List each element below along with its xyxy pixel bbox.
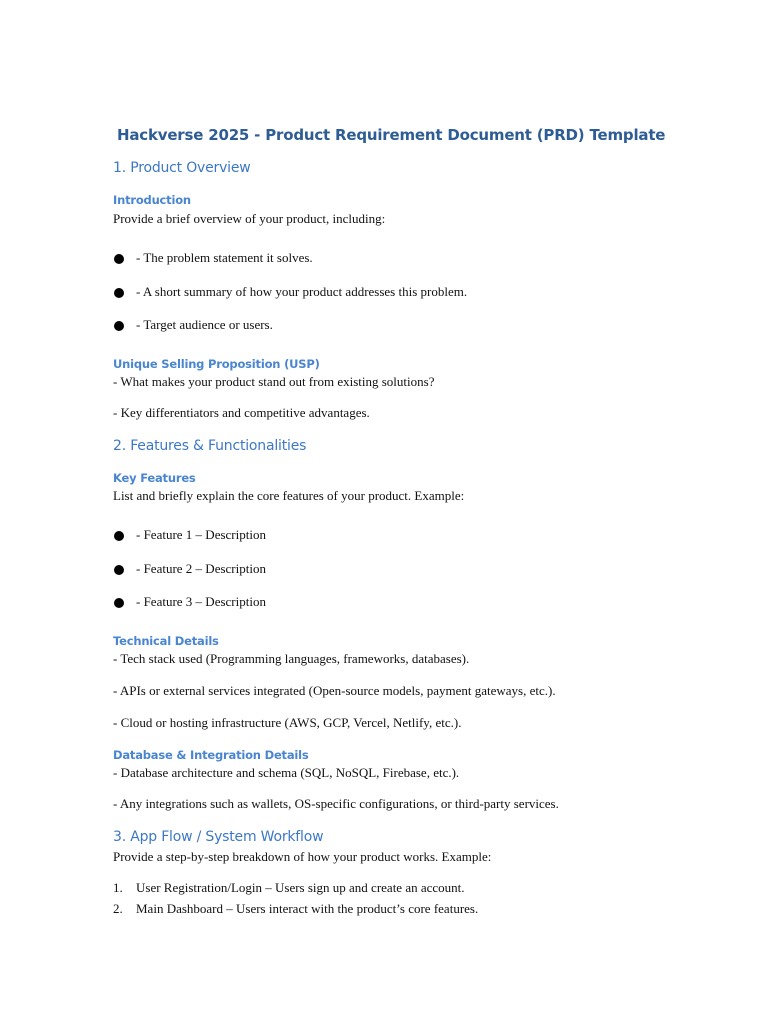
step-text: Main Dashboard – Users interact with the product’s core features. <box>136 901 479 916</box>
bullet-dot-icon <box>114 531 124 541</box>
step-number: 2. <box>113 901 123 916</box>
technical-details-heading: Technical Details <box>113 634 219 648</box>
usp-heading: Unique Selling Proposition (USP) <box>113 357 320 371</box>
bullet-dot-icon <box>114 321 124 331</box>
step-text: User Registration/Login – Users sign up and create an account. <box>136 880 465 895</box>
database-line: - Any integrations such as wallets, OS-specific configurations, or third-party services. <box>113 796 559 811</box>
bullet-dot-icon <box>114 254 124 264</box>
list-item: - Feature 3 – Description <box>136 594 266 609</box>
bullet-dot-icon <box>114 598 124 608</box>
section-3-heading: 3. App Flow / System Workflow <box>113 829 324 845</box>
list-item: - Feature 1 – Description <box>136 527 266 542</box>
step-number: 1. <box>113 880 123 895</box>
document-title: Hackverse 2025 - Product Requirement Document (PRD) Template <box>117 126 666 144</box>
database-line: - Database architecture and schema (SQL, NoSQL, Firebase, etc.). <box>113 765 460 780</box>
technical-line: - Tech stack used (Programming languages, frameworks, databases). <box>113 651 470 666</box>
list-item: - Target audience or users. <box>136 317 273 332</box>
key-features-heading: Key Features <box>113 471 196 485</box>
section-1-heading: 1. Product Overview <box>113 160 251 176</box>
introduction-text: Provide a brief overview of your product, including: <box>113 211 386 226</box>
usp-line: - What makes your product stand out from existing solutions? <box>113 374 435 389</box>
workflow-text: Provide a step-by-step breakdown of how your product works. Example: <box>113 849 492 864</box>
usp-line: - Key differentiators and competitive advantages. <box>113 405 370 420</box>
technical-line: - Cloud or hosting infrastructure (AWS, GCP, Vercel, Netlify, etc.). <box>113 715 462 730</box>
bullet-dot-icon <box>114 288 124 298</box>
technical-line: - APIs or external services integrated (Open-source models, payment gateways, etc.). <box>113 683 556 698</box>
list-item: - A short summary of how your product addresses this problem. <box>136 284 468 299</box>
list-item: - Feature 2 – Description <box>136 561 266 576</box>
section-2-heading: 2. Features & Functionalities <box>113 438 307 454</box>
key-features-text: List and briefly explain the core features of your product. Example: <box>113 488 465 503</box>
introduction-heading: Introduction <box>113 193 191 207</box>
database-heading: Database & Integration Details <box>113 748 309 762</box>
list-item: - The problem statement it solves. <box>136 250 313 265</box>
bullet-dot-icon <box>114 565 124 575</box>
